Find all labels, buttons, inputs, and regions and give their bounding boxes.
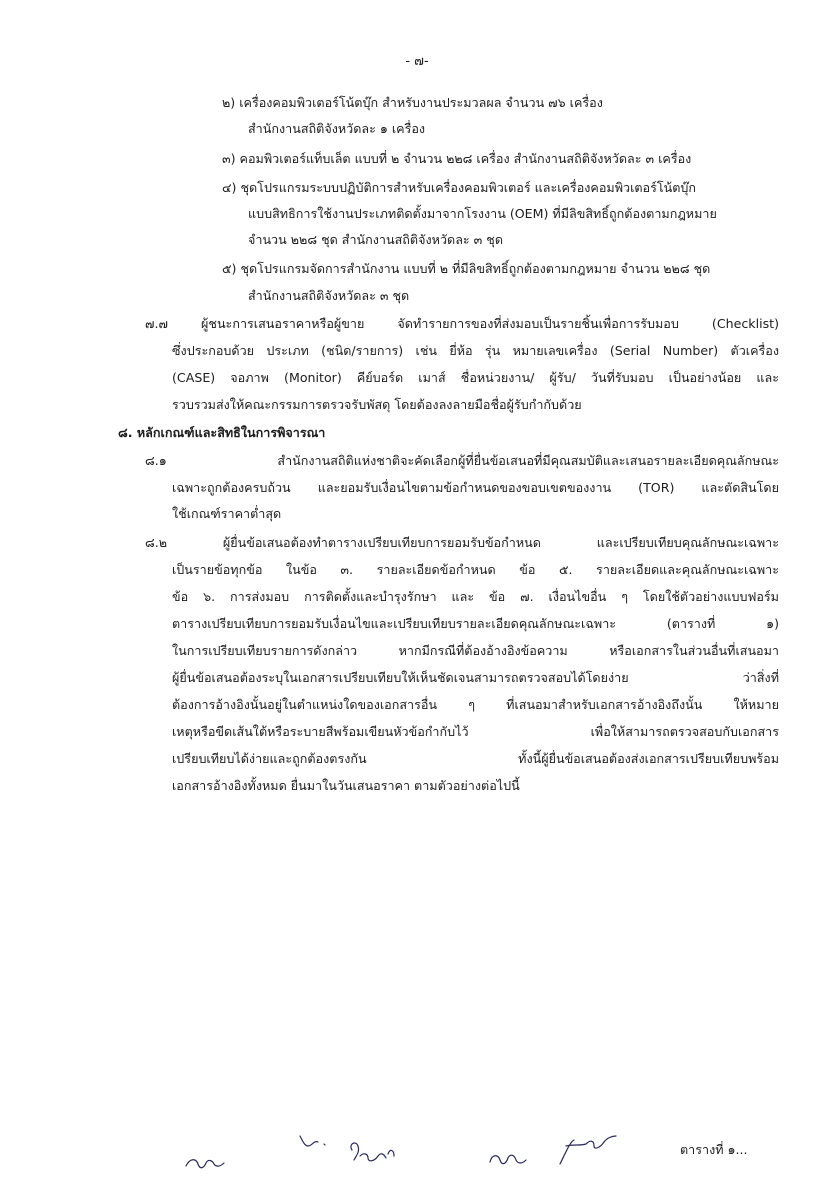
section-8-1-line-3: ใช้เกณฑ์ราคาต่ำสุด xyxy=(172,506,282,521)
signature-2 xyxy=(300,1136,325,1146)
section-8-2-line-3: ข้อ ๖. การส่งมอบ การติดตั้งและบำรุงรักษา และ ข้อ ๗. เงื่อนไขอื่น ๆ โดยใช้ตัวอย่างแบบฟอร์ม xyxy=(172,589,779,604)
section-8-2-line-8: เหตุหรือขีดเส้นใต้หรือระบายสีพร้อมเขียนหัวข้อกำกับไว้ เพื่อให้สามารถตรวจสอบกับเอกสาร xyxy=(172,724,779,739)
section-8-2-line-5: ในการเปรียบเทียบรายการดังกล่าว หากมีกรณีที่ต้องอ้างอิงข้อความ หรือเอกสารในส่วนอื่นที่เสนอมา xyxy=(172,643,779,658)
signature-5 xyxy=(560,1136,616,1164)
item-2-line-1: ๒) เครื่องคอมพิวเตอร์โน้ตบุ๊ก สำหรับงานประมวลผล จำนวน ๗๖ เครื่อง xyxy=(222,95,603,110)
section-8-2-line-4: ตารางเปรียบเทียบการยอมรับเงื่อนไขและเปรียบเทียบรายละเอียดคุณลักษณะเฉพาะ (ตารางที่ ๑) xyxy=(172,616,779,631)
section-8-1-line-2: เฉพาะถูกต้องครบถ้วน และยอมรับเงื่อนไขตามข้อกำหนดของขอบเขตของงาน (TOR) และตัดสินโดย xyxy=(172,480,779,495)
page-number: - ๗- xyxy=(405,54,429,69)
item-5-line-2: สำนักงานสถิติจังหวัดละ ๓ ชุด xyxy=(248,288,410,303)
section-7-7-line-1: ๗.๗ ผู้ชนะการเสนอราคาหรือผู้ขาย จัดทำรายการของที่ส่งมอบเป็นรายชิ้นเพื่อการรับมอบ (Checklist) xyxy=(145,316,779,331)
section-8-2-line-7: ต้องการอ้างอิงนั้นอยู่ในตำแหน่งใดของเอกสารอื่น ๆ ที่เสนอมาสำหรับเอกสารอ้างอิงถึงนั้น ให้หมาย xyxy=(172,697,779,712)
item-3-line-1: ๓) คอมพิวเตอร์แท็บเล็ต แบบที่ ๒ จำนวน ๒๒๘ เครื่อง สำนักงานสถิติจังหวัดละ ๓ เครื่อง xyxy=(222,151,692,166)
section-7-7-line-3: (CASE) จอภาพ (Monitor) คีย์บอร์ด เมาส์ ชื่อหน่วยงาน/ ผู้รับ/ วันที่รับมอบ เป็นอย่างน้อย และ xyxy=(172,370,779,385)
section-8-1-line-1: ๘.๑ สำนักงานสถิติแห่งชาติจะคัดเลือกผู้ที่ยื่นข้อเสนอที่มีคุณสมบัติและเสนอรายละเอียดคุณลักษณะ xyxy=(145,453,779,468)
section-8-2-line-9: เปรียบเทียบได้ง่ายและถูกต้องตรงกัน ทั้งนี้ผู้ยื่นข้อเสนอต้องส่งเอกสารเปรียบเทียบพร้อม xyxy=(172,751,779,766)
item-5-line-1: ๕) ชุดโปรแกรมจัดการสำนักงาน แบบที่ ๒ ที่มีลิขสิทธิ์ถูกต้องตามกฎหมาย จำนวน ๒๒๘ ชุด xyxy=(222,261,711,276)
item-4-line-2: แบบสิทธิการใช้งานประเภทติดตั้งมาจากโรงงาน (OEM) ที่มีลิขสิทธิ์ถูกต้องตามกฎหมาย xyxy=(248,206,717,221)
signature-4 xyxy=(490,1155,526,1163)
section-8-2-line-2: เป็นรายข้อทุกข้อ ในข้อ ๓. รายละเอียดข้อกำหนด ข้อ ๕. รายละเอียดและคุณลักษณะเฉพาะ xyxy=(172,562,779,577)
item-2-line-2: สำนักงานสถิติจังหวัดละ ๑ เครื่อง xyxy=(248,121,426,136)
item-4-line-1: ๔) ชุดโปรแกรมระบบปฏิบัติการสำหรับเครื่องคอมพิวเตอร์ และเครื่องคอมพิวเตอร์โน้ตบุ๊ก xyxy=(222,180,697,195)
signature-3 xyxy=(351,1143,394,1161)
section-8-2-line-1: ๘.๒ ผู้ยื่นข้อเสนอต้องทำตารางเปรียบเทียบการยอมรับข้อกำหนด และเปรียบเทียบคุณลักษณะเฉพาะ xyxy=(145,535,779,550)
item-4-line-3: จำนวน ๒๒๘ ชุด สำนักงานสถิติจังหวัดละ ๓ ชุด xyxy=(248,232,504,247)
signature-1 xyxy=(186,1160,224,1168)
continued-footer: ตารางที่ ๑... xyxy=(680,1142,748,1157)
section-8-heading: ๘. หลักเกณฑ์และสิทธิในการพิจารณา xyxy=(118,425,326,440)
section-8-2-line-6: ผู้ยื่นข้อเสนอต้องระบุในเอกสารเปรียบเทียบให้เห็นชัดเจนสามารถตรวจสอบได้โดยง่าย ว่าสิ่งที่ xyxy=(172,670,779,685)
section-8-2-line-10: เอกสารอ้างอิงทั้งหมด ยื่นมาในวันเสนอราคา ตามตัวอย่างต่อไปนี้ xyxy=(172,778,520,793)
section-7-7-line-4: รวบรวมส่งให้คณะกรรมการตรวจรับพัสดุ โดยต้องลงลายมือชื่อผู้รับกำกับด้วย xyxy=(172,397,582,412)
section-7-7-line-2: ซึ่งประกอบด้วย ประเภท (ชนิด/รายการ) เช่น ยี่ห้อ รุ่น หมายเลขเครื่อง (Serial Number) ตัวเครื่อง xyxy=(172,343,779,358)
